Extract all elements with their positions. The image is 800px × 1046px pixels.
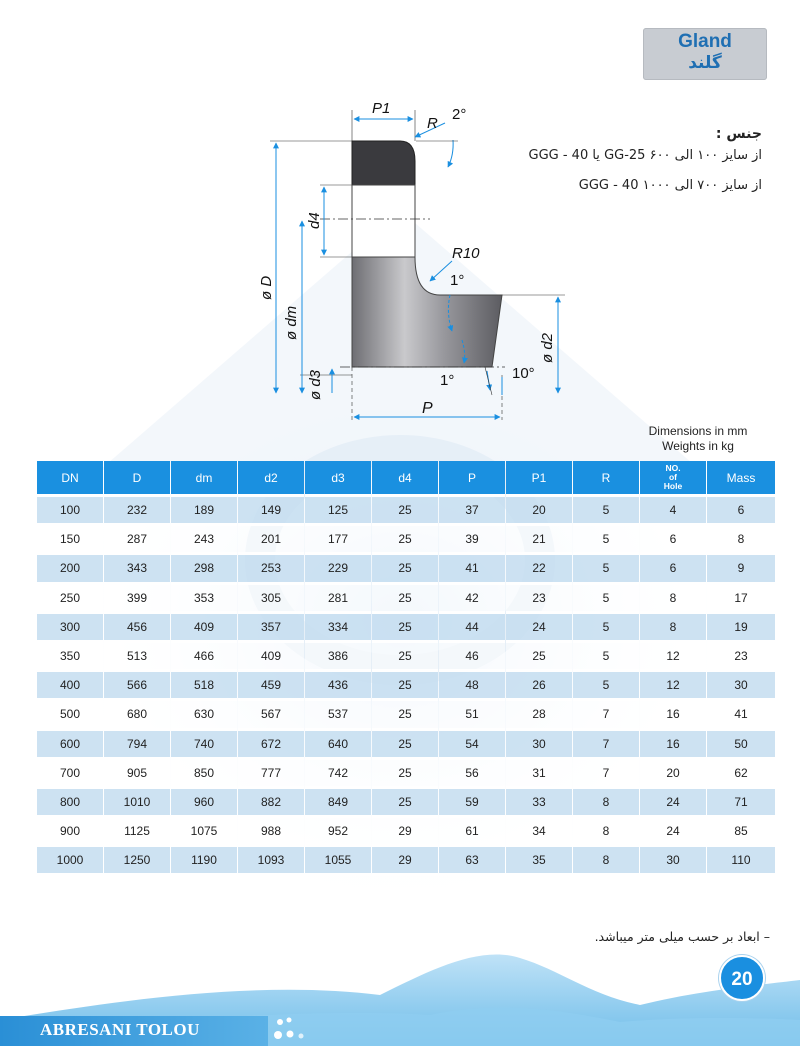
table-cell: 566 xyxy=(104,672,170,701)
table-cell: 988 xyxy=(238,818,304,847)
table-cell: 25 xyxy=(372,497,438,526)
header-r: R xyxy=(573,461,639,497)
header-p: P xyxy=(439,461,505,497)
table-cell: 1000 xyxy=(37,847,103,876)
table-cell: 456 xyxy=(104,614,170,643)
table-cell: 59 xyxy=(439,789,505,818)
table-cell: 849 xyxy=(305,789,371,818)
title-persian: گلند xyxy=(688,53,722,72)
brand-name: ABRESANI TOLOU xyxy=(40,1020,200,1039)
table-cell: 1093 xyxy=(238,847,304,876)
table-cell: 177 xyxy=(305,526,371,555)
table-cell: 25 xyxy=(372,760,438,789)
table-cell: 25 xyxy=(372,614,438,643)
table-row xyxy=(37,614,775,643)
table-cell: 513 xyxy=(104,643,170,672)
material-line-2: از سایز ۷۰۰ الی ۱۰۰۰ GGG - 40 xyxy=(578,178,762,193)
table-cell: 25 xyxy=(372,731,438,760)
table-cell: 25 xyxy=(372,672,438,701)
table-cell: 5 xyxy=(573,585,639,614)
table-cell: 6 xyxy=(640,555,706,584)
table-cell: 600 xyxy=(37,731,103,760)
table-cell: 640 xyxy=(305,731,371,760)
table-row xyxy=(37,789,775,818)
table-cell: 25 xyxy=(372,555,438,584)
table-cell: 459 xyxy=(238,672,304,701)
table-cell: 537 xyxy=(305,701,371,730)
table-cell: 8 xyxy=(707,526,775,555)
table-cell: 960 xyxy=(171,789,237,818)
table-cell: 35 xyxy=(506,847,572,876)
table-cell: 794 xyxy=(104,731,170,760)
page-number: 20 xyxy=(719,955,765,1001)
table-cell: 30 xyxy=(640,847,706,876)
table-cell: 85 xyxy=(707,818,775,847)
table-cell: 200 xyxy=(37,555,103,584)
table-row xyxy=(37,760,775,789)
header-d2: d2 xyxy=(238,461,304,497)
material-line-1: از سایز ۱۰۰ الی ۶۰۰ GG-25 یا GGG - 40 xyxy=(528,148,762,163)
table-cell: 20 xyxy=(506,497,572,526)
table-cell: 4 xyxy=(640,497,706,526)
table-cell: 567 xyxy=(238,701,304,730)
gland-flange-section xyxy=(352,141,415,185)
header-d3: d3 xyxy=(305,461,371,497)
table-cell: 5 xyxy=(573,526,639,555)
table-cell: 33 xyxy=(506,789,572,818)
table-row xyxy=(37,701,775,730)
table-cell: 399 xyxy=(104,585,170,614)
header-no-of-hole: NO. of Hole xyxy=(640,461,706,497)
table-cell: 8 xyxy=(573,818,639,847)
title-badge xyxy=(643,28,767,80)
table-cell: 243 xyxy=(171,526,237,555)
label-r: R xyxy=(427,115,438,132)
table-cell: 7 xyxy=(573,731,639,760)
table-row xyxy=(37,526,775,555)
table-cell: 25 xyxy=(372,643,438,672)
units-dimensions: Dimensions in mm xyxy=(648,424,748,438)
units-weights: Weights in kg xyxy=(662,439,734,453)
table-cell: 189 xyxy=(171,497,237,526)
table-cell: 8 xyxy=(640,614,706,643)
table-cell: 29 xyxy=(372,847,438,876)
dimensions-table xyxy=(36,461,776,876)
table-cell: 25 xyxy=(506,643,572,672)
table-cell: 5 xyxy=(573,643,639,672)
table-cell: 37 xyxy=(439,497,505,526)
table-row xyxy=(37,555,775,584)
table-cell: 466 xyxy=(171,643,237,672)
table-cell: 51 xyxy=(439,701,505,730)
table-cell: 48 xyxy=(439,672,505,701)
table-cell: 882 xyxy=(238,789,304,818)
table-cell: 1190 xyxy=(171,847,237,876)
table-cell: 17 xyxy=(707,585,775,614)
label-d4: d4 xyxy=(306,212,323,229)
table-cell: 409 xyxy=(171,614,237,643)
table-cell: 12 xyxy=(640,643,706,672)
table-cell: 777 xyxy=(238,760,304,789)
gland-body-section xyxy=(352,257,502,367)
table-cell: 19 xyxy=(707,614,775,643)
table-cell: 26 xyxy=(506,672,572,701)
label-2deg: 2° xyxy=(452,106,467,123)
table-cell: 125 xyxy=(305,497,371,526)
material-spec xyxy=(529,126,763,208)
table-cell: 8 xyxy=(573,847,639,876)
table-cell: 23 xyxy=(707,643,775,672)
table-cell: 343 xyxy=(104,555,170,584)
table-cell: 334 xyxy=(305,614,371,643)
material-title: جنس : xyxy=(715,126,762,142)
header-dn: DN xyxy=(37,461,103,497)
table-cell: 672 xyxy=(238,731,304,760)
table-cell: 436 xyxy=(305,672,371,701)
table-cell: 8 xyxy=(640,585,706,614)
label-r10: R10 xyxy=(452,245,480,262)
table-cell: 5 xyxy=(573,497,639,526)
table-cell: 952 xyxy=(305,818,371,847)
bolt-hole-region xyxy=(352,185,415,257)
table-cell: 56 xyxy=(439,760,505,789)
table-cell: 353 xyxy=(171,585,237,614)
table-cell: 630 xyxy=(171,701,237,730)
table-cell: 9 xyxy=(707,555,775,584)
label-odm: ø dm xyxy=(283,305,300,340)
table-row xyxy=(37,497,775,526)
table-cell: 50 xyxy=(707,731,775,760)
table-cell: 250 xyxy=(37,585,103,614)
table-cell: 1250 xyxy=(104,847,170,876)
table-cell: 41 xyxy=(707,701,775,730)
table-cell: 357 xyxy=(238,614,304,643)
table-cell: 232 xyxy=(104,497,170,526)
table-cell: 201 xyxy=(238,526,304,555)
table-cell: 742 xyxy=(305,760,371,789)
table-cell: 305 xyxy=(238,585,304,614)
table-cell: 39 xyxy=(439,526,505,555)
table-body xyxy=(37,497,775,876)
label-10deg: 10° xyxy=(512,365,535,382)
table-cell: 1125 xyxy=(104,818,170,847)
table-cell: 8 xyxy=(573,789,639,818)
table-cell: 7 xyxy=(573,701,639,730)
table-cell: 30 xyxy=(707,672,775,701)
table-cell: 150 xyxy=(37,526,103,555)
table-cell: 24 xyxy=(506,614,572,643)
table-cell: 31 xyxy=(506,760,572,789)
table-cell: 253 xyxy=(238,555,304,584)
header-d: D xyxy=(104,461,170,497)
table-cell: 25 xyxy=(372,789,438,818)
table-cell: 287 xyxy=(104,526,170,555)
table-cell: 41 xyxy=(439,555,505,584)
table-cell: 25 xyxy=(372,585,438,614)
table-cell: 62 xyxy=(707,760,775,789)
table-row xyxy=(37,847,775,876)
table-cell: 110 xyxy=(707,847,775,876)
table-cell: 12 xyxy=(640,672,706,701)
table-cell: 16 xyxy=(640,731,706,760)
table-cell: 900 xyxy=(37,818,103,847)
label-1deg-bottom: 1° xyxy=(440,372,455,389)
table-cell: 350 xyxy=(37,643,103,672)
table-cell: 22 xyxy=(506,555,572,584)
table-cell: 800 xyxy=(37,789,103,818)
table-cell: 21 xyxy=(506,526,572,555)
label-od2: ø d2 xyxy=(539,332,556,363)
header-p1: P1 xyxy=(506,461,572,497)
table-row xyxy=(37,643,775,672)
label-od: ø D xyxy=(258,275,275,300)
table-cell: 409 xyxy=(238,643,304,672)
table-row xyxy=(37,731,775,760)
table-cell: 7 xyxy=(573,760,639,789)
table-cell: 5 xyxy=(573,614,639,643)
table-cell: 28 xyxy=(506,701,572,730)
table-cell: 6 xyxy=(707,497,775,526)
table-cell: 25 xyxy=(372,526,438,555)
table-cell: 1075 xyxy=(171,818,237,847)
table-cell: 300 xyxy=(37,614,103,643)
table-cell: 740 xyxy=(171,731,237,760)
table-cell: 63 xyxy=(439,847,505,876)
table-cell: 44 xyxy=(439,614,505,643)
header-dm: dm xyxy=(171,461,237,497)
table-cell: 400 xyxy=(37,672,103,701)
table-cell: 20 xyxy=(640,760,706,789)
units-footnote: – ابعاد بر حسب میلی متر میباشد. xyxy=(594,929,770,944)
table-cell: 1055 xyxy=(305,847,371,876)
title-english: Gland xyxy=(678,31,732,52)
table-cell: 71 xyxy=(707,789,775,818)
brand-dots-decoration xyxy=(270,1010,320,1046)
label-od3: ø d3 xyxy=(307,369,324,400)
table-cell: 700 xyxy=(37,760,103,789)
table-row xyxy=(37,818,775,847)
label-1deg-top: 1° xyxy=(450,272,465,289)
table-header-row xyxy=(37,461,775,497)
table-row xyxy=(37,672,775,701)
table-cell: 100 xyxy=(37,497,103,526)
table-cell: 5 xyxy=(573,555,639,584)
table-cell: 54 xyxy=(439,731,505,760)
table-cell: 298 xyxy=(171,555,237,584)
label-p: P xyxy=(422,400,433,417)
units-note xyxy=(628,424,768,454)
table-cell: 229 xyxy=(305,555,371,584)
table-row xyxy=(37,585,775,614)
table-cell: 6 xyxy=(640,526,706,555)
table-cell: 24 xyxy=(640,818,706,847)
table-cell: 29 xyxy=(372,818,438,847)
table-cell: 23 xyxy=(506,585,572,614)
table-cell: 850 xyxy=(171,760,237,789)
table-cell: 5 xyxy=(573,672,639,701)
table-cell: 30 xyxy=(506,731,572,760)
table-cell: 680 xyxy=(104,701,170,730)
table-cell: 500 xyxy=(37,701,103,730)
label-p1: P1 xyxy=(372,100,391,117)
table-cell: 149 xyxy=(238,497,304,526)
table-cell: 1010 xyxy=(104,789,170,818)
header-d4: d4 xyxy=(372,461,438,497)
table-cell: 34 xyxy=(506,818,572,847)
table-cell: 518 xyxy=(171,672,237,701)
table-cell: 46 xyxy=(439,643,505,672)
table-cell: 24 xyxy=(640,789,706,818)
table-cell: 16 xyxy=(640,701,706,730)
table-cell: 905 xyxy=(104,760,170,789)
table-cell: 281 xyxy=(305,585,371,614)
table-cell: 25 xyxy=(372,701,438,730)
table-cell: 386 xyxy=(305,643,371,672)
table-cell: 61 xyxy=(439,818,505,847)
header-mass: Mass xyxy=(707,461,775,497)
table-cell: 42 xyxy=(439,585,505,614)
